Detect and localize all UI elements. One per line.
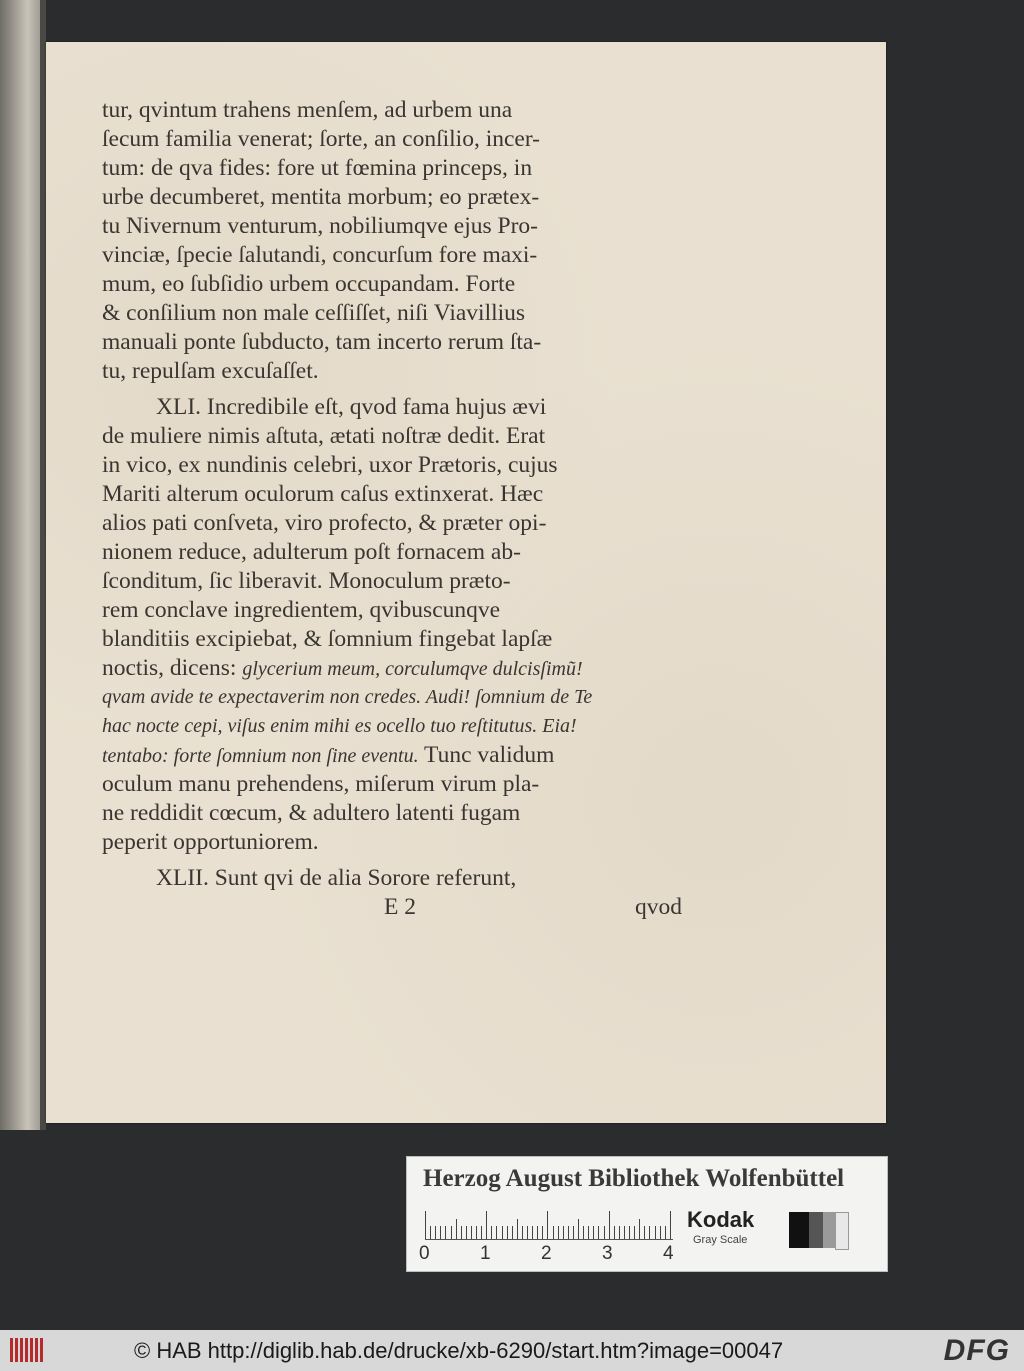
paragraph-2 xyxy=(102,393,682,654)
ruler-tick xyxy=(573,1226,574,1239)
ruler-tick xyxy=(614,1226,615,1239)
swatch-light xyxy=(835,1212,849,1250)
text-line: nionem reduce, adulterum poſt fornacem ab- xyxy=(102,539,521,565)
ruler-tick xyxy=(568,1226,569,1239)
card-title: Herzog August Bibliothek Wolfenbüttel xyxy=(423,1165,845,1192)
color-calibration-card xyxy=(406,1156,888,1272)
ruler-tick xyxy=(558,1226,559,1239)
swatch-mid xyxy=(823,1212,835,1248)
ruler-tick xyxy=(471,1226,472,1239)
scale-number: 0 xyxy=(419,1243,430,1264)
ruler-tick xyxy=(496,1226,497,1239)
ruler-tick xyxy=(588,1226,589,1239)
text-line: XLI. Incredibile eſt, qvod fama hujus ævi xyxy=(156,394,547,420)
text-line: tu Nivernum venturum, nobiliumqve ejus Pro- xyxy=(102,213,539,239)
ruler-tick xyxy=(634,1226,635,1239)
ruler-tick xyxy=(542,1226,543,1239)
ruler-tick xyxy=(466,1226,467,1239)
text-line: blanditiis excipiebat, & ſomnium fingebat lapſæ xyxy=(102,626,553,652)
ruler-tick xyxy=(435,1226,436,1239)
ruler-tick xyxy=(639,1219,640,1239)
gray-scale-label: Gray Scale xyxy=(693,1234,748,1246)
ruler-tick xyxy=(665,1226,666,1239)
page-text xyxy=(102,96,682,922)
text-line: in vico, ex nundinis celebri, uxor Prætoris, cujus xyxy=(102,452,558,478)
text-line: alios pati conſveta, viro profecto, & præter opi- xyxy=(102,510,547,536)
ruler-tick xyxy=(609,1211,610,1239)
text-line: tentabo: forte ſomnium non ſine eventu. Tunc validum xyxy=(102,742,555,768)
swatch-dark xyxy=(809,1212,823,1248)
text-line: rem conclave ingredientem, qvibuscunqve xyxy=(102,597,501,623)
ruler-tick xyxy=(491,1226,492,1239)
ruler-tick xyxy=(598,1226,599,1239)
ruler-tick xyxy=(537,1226,538,1239)
catchword: qvod xyxy=(635,894,682,920)
kodak-logo: Kodak xyxy=(687,1207,755,1232)
ruler-tick xyxy=(430,1226,431,1239)
text-line: manuali ponte ſubducto, tam incerto rerum ſta- xyxy=(102,329,542,355)
ruler-tick xyxy=(476,1226,477,1239)
scale-number: 2 xyxy=(541,1243,552,1264)
ruler-tick xyxy=(527,1226,528,1239)
ruler-tick xyxy=(583,1226,584,1239)
ruler-tick xyxy=(486,1211,487,1239)
text-line: oculum manu prehendens, miſerum virum pla- xyxy=(102,771,540,797)
italic-text-line: hac nocte cepi, viſus enim mihi es ocello tuo reſtitutus. Eia! xyxy=(102,715,577,737)
scale-ruler xyxy=(425,1209,673,1240)
ruler-tick xyxy=(512,1226,513,1239)
ruler-tick xyxy=(481,1226,482,1239)
scale-number: 4 xyxy=(663,1243,674,1264)
text-line: tum: de qva fides: fore ut fœmina princeps, in xyxy=(102,155,533,181)
permalink[interactable]: © HAB http://diglib.hab.de/drucke/xb-6290/start.htm?image=00047 xyxy=(134,1338,784,1363)
text-line: ſconditum, ſic liberavit. Monoculum præto- xyxy=(102,568,511,594)
footer-bar xyxy=(0,1330,1024,1371)
scale-number: 1 xyxy=(480,1243,491,1264)
ruler-tick xyxy=(553,1226,554,1239)
ruler-tick xyxy=(604,1226,605,1239)
text-line: ſecum familia venerat; ſorte, an conſilio, incer- xyxy=(102,126,541,152)
ruler-tick xyxy=(655,1226,656,1239)
ruler-tick xyxy=(563,1226,564,1239)
text-line: urbe decumberet, mentita morbum; eo prætex- xyxy=(102,184,540,210)
text-line: vinciæ, ſpecie ſalutandi, concurſum fore maxi- xyxy=(102,242,538,268)
signature-line xyxy=(102,893,682,922)
text-line: peperit opportuniorem. xyxy=(102,829,319,855)
ruler-tick xyxy=(593,1226,594,1239)
ruler-tick xyxy=(517,1219,518,1239)
text-line: de muliere nimis aſtuta, ætati noſtræ dedit. Erat xyxy=(102,423,546,449)
text-line: tur, qvintum trahens menſem, ad urbem una xyxy=(102,97,513,123)
book-left-edge xyxy=(0,0,46,1130)
ruler-tick xyxy=(502,1226,503,1239)
ruler-tick xyxy=(660,1226,661,1239)
paragraph-3-line: XLII. Sunt qvi de alia Sorore referunt, xyxy=(156,865,517,891)
ruler-tick xyxy=(578,1219,579,1239)
dfg-logo: DFG xyxy=(943,1334,1010,1367)
swatch-black xyxy=(789,1212,809,1248)
ruler-tick xyxy=(619,1226,620,1239)
ruler-tick xyxy=(456,1219,457,1239)
text-line: ne reddidit cœcum, & adultero latenti fugam xyxy=(102,800,521,826)
ruler-tick xyxy=(461,1226,462,1239)
ruler-tick xyxy=(522,1226,523,1239)
signature-mark: E 2 xyxy=(384,894,416,920)
text-line: Mariti alterum oculorum caſus extinxerat. Hæc xyxy=(102,481,544,507)
ruler-tick xyxy=(445,1226,446,1239)
ruler-tick xyxy=(425,1211,426,1239)
scale-number: 3 xyxy=(602,1243,613,1264)
italic-text-line: qvam avide te expectaverim non credes. Audi! ſomnium de Te xyxy=(102,686,593,708)
text-line: tu, repulſam excuſaſſet. xyxy=(102,358,319,384)
text-line: & conſilium non male ceſſiſſet, niſi Viavillius xyxy=(102,300,526,326)
ruler-tick xyxy=(624,1226,625,1239)
italic-lines xyxy=(102,683,682,741)
paragraph-1 xyxy=(102,96,682,386)
ruler-tick xyxy=(451,1226,452,1239)
ruler-tick xyxy=(644,1226,645,1239)
paragraph-2-end xyxy=(102,770,682,857)
scale-numbers xyxy=(419,1243,689,1265)
ruler-tick xyxy=(440,1226,441,1239)
ruler-tick xyxy=(547,1211,548,1239)
ruler-tick xyxy=(629,1226,630,1239)
hab-logo-icon xyxy=(10,1338,46,1362)
ruler-tick xyxy=(670,1211,671,1239)
text-line: noctis, dicens: glycerium meum, corculumqve dulcisſimũ! xyxy=(102,655,583,681)
text-line: mum, eo ſubſidio urbem occupandam. Forte xyxy=(102,271,516,297)
ruler-tick xyxy=(532,1226,533,1239)
ruler-tick xyxy=(507,1226,508,1239)
ruler-tick xyxy=(649,1226,650,1239)
